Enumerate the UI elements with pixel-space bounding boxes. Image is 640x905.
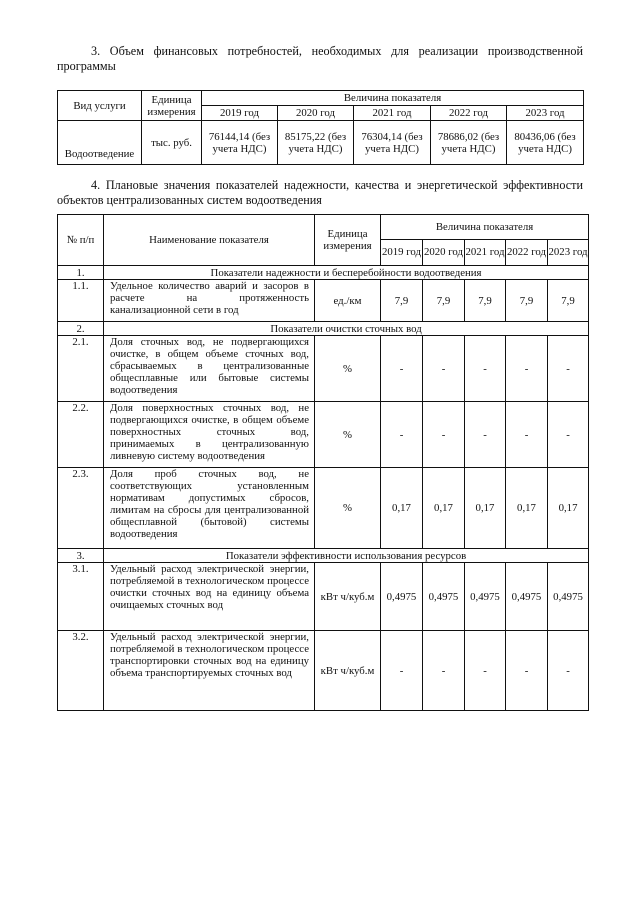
service-name: Водоотведение — [58, 121, 142, 165]
row-value: - — [465, 336, 506, 402]
financial-value: 80436,06 (без учета НДС) — [507, 121, 584, 165]
row-unit: % — [315, 402, 381, 468]
row-value: - — [381, 402, 423, 468]
year-header: 2022 год — [431, 106, 507, 121]
col-header-num: № п/п — [58, 215, 104, 266]
row-name: Доля поверхностных сточных вод, не подвергающихся очистке, в общем объеме поверхностных сточных вод, принимаемых в централизованную ливневую систему водоотведения — [104, 402, 315, 468]
indicators-table — [57, 214, 589, 711]
row-unit: % — [315, 336, 381, 402]
row-value: 0,17 — [423, 468, 465, 549]
section-title: Показатели надежности и бесперебойности водоотведения — [104, 266, 589, 280]
section-title: Показатели эффективности использования ресурсов — [104, 549, 589, 563]
financial-value: 76144,14 (без учета НДС) — [202, 121, 278, 165]
row-value: - — [423, 402, 465, 468]
row-value: 0,17 — [381, 468, 423, 549]
row-num: 3.2. — [58, 631, 104, 711]
row-unit: кВт ч/куб.м — [315, 631, 381, 711]
year-header: 2019 год — [202, 106, 278, 121]
row-num: 1.1. — [58, 280, 104, 322]
section-num: 3. — [58, 549, 104, 563]
section-num: 2. — [58, 322, 104, 336]
section-4-heading: 4. Плановые значения показателей надежности, качества и энергетической эффективности объектов централизованных систем водоотведения — [57, 178, 583, 207]
row-unit: ед./км — [315, 280, 381, 322]
table-row — [58, 280, 589, 322]
financial-needs-table — [57, 90, 584, 165]
row-value: - — [465, 402, 506, 468]
col-header-unit: Единица измерения — [315, 215, 381, 266]
year-header: 2019 год — [381, 240, 423, 266]
row-value: 0,17 — [506, 468, 548, 549]
row-num: 2.3. — [58, 468, 104, 549]
financial-value: 85175,22 (без учета НДС) — [278, 121, 354, 165]
row-value: 0,17 — [465, 468, 506, 549]
row-value: 0,4975 — [506, 563, 548, 631]
row-name: Удельный расход электрической энергии, потребляемой в технологическом процессе очистки сточных вод на единицу объема очищаемых сточных вод — [104, 563, 315, 631]
table-row — [58, 468, 589, 549]
row-value: - — [423, 336, 465, 402]
row-value: 0,4975 — [548, 563, 589, 631]
row-name: Удельный расход электрической энергии, потребляемой в технологическом процессе транспортировки сточных вод на единицу объема транспортируемых сточных вод — [104, 631, 315, 711]
row-value: - — [506, 336, 548, 402]
row-value: - — [381, 336, 423, 402]
row-value: - — [423, 631, 465, 711]
row-value: 0,17 — [548, 468, 589, 549]
table-row — [58, 563, 589, 631]
year-header: 2023 год — [548, 240, 589, 266]
row-value: 7,9 — [423, 280, 465, 322]
row-value: - — [548, 402, 589, 468]
col-header-name: Наименование показателя — [104, 215, 315, 266]
row-value: 7,9 — [548, 280, 589, 322]
year-header: 2022 год — [506, 240, 548, 266]
table-row — [58, 631, 589, 711]
row-value: - — [548, 631, 589, 711]
row-value: 7,9 — [465, 280, 506, 322]
financial-value: 78686,02 (без учета НДС) — [431, 121, 507, 165]
col-header-value: Величина показателя — [381, 215, 589, 240]
row-value: 7,9 — [506, 280, 548, 322]
year-header: 2021 год — [354, 106, 431, 121]
section-row — [58, 266, 589, 280]
year-header: 2021 год — [465, 240, 506, 266]
row-num: 3.1. — [58, 563, 104, 631]
section-num: 1. — [58, 266, 104, 280]
row-value: - — [506, 402, 548, 468]
row-value: - — [506, 631, 548, 711]
section-title: Показатели очистки сточных вод — [104, 322, 589, 336]
year-header: 2023 год — [507, 106, 584, 121]
section-row — [58, 549, 589, 563]
year-header: 2020 год — [278, 106, 354, 121]
row-name: Доля сточных вод, не подвергающихся очистке, в общем объеме сточных вод, сбрасываемых в централизованные общесплавные или бытовые системы водоотведения — [104, 336, 315, 402]
row-unit: % — [315, 468, 381, 549]
row-value: 0,4975 — [423, 563, 465, 631]
section-3-heading: 3. Объем финансовых потребностей, необходимых для реализации производственной программы — [57, 44, 583, 73]
table-row — [58, 336, 589, 402]
section-row — [58, 322, 589, 336]
row-num: 2.2. — [58, 402, 104, 468]
row-value: 7,9 — [381, 280, 423, 322]
col-header-unit: Единица измерения — [142, 91, 202, 121]
row-name: Доля проб сточных вод, не соответствующих установленным нормативам допустимых сбросов, лимитам на сбросы для централизованной общесплавной (бытовой) системы водоотведения — [104, 468, 315, 549]
row-name: Удельное количество аварий и засоров в расчете на протяженность канализационной сети в год — [104, 280, 315, 322]
col-header-service: Вид услуги — [58, 91, 142, 121]
row-value: 0,4975 — [465, 563, 506, 631]
row-num: 2.1. — [58, 336, 104, 402]
row-value: 0,4975 — [381, 563, 423, 631]
row-unit: кВт ч/куб.м — [315, 563, 381, 631]
row-value: - — [381, 631, 423, 711]
financial-value: 76304,14 (без учета НДС) — [354, 121, 431, 165]
row-value: - — [465, 631, 506, 711]
table-row — [58, 402, 589, 468]
unit-value: тыс. руб. — [142, 121, 202, 165]
row-value: - — [548, 336, 589, 402]
col-header-value: Величина показателя — [202, 91, 584, 106]
year-header: 2020 год — [423, 240, 465, 266]
